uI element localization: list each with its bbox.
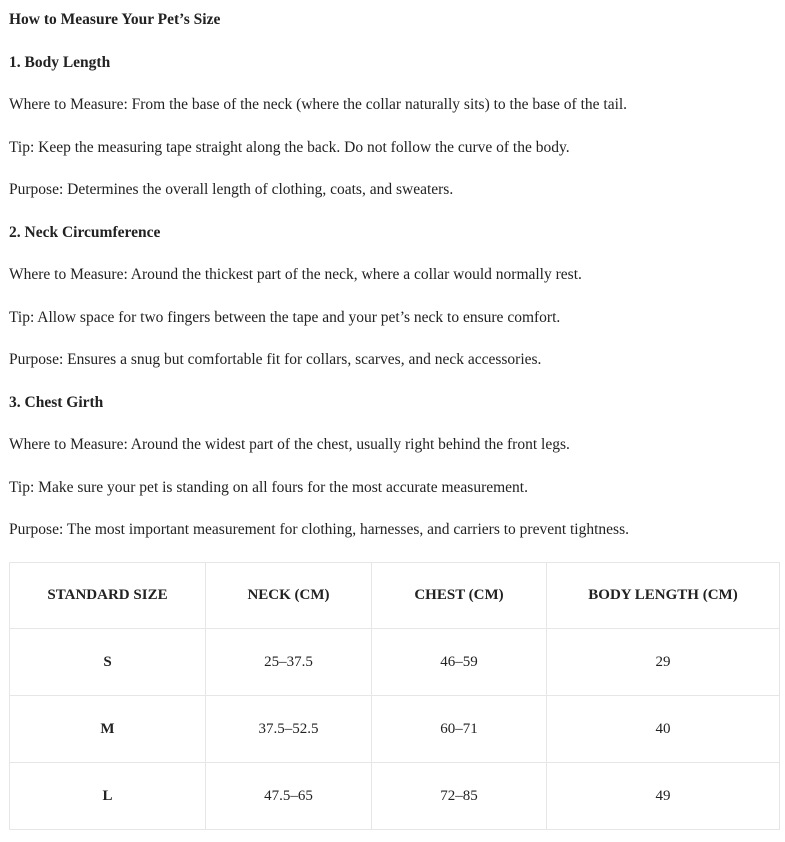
size-chart-table <box>9 562 780 830</box>
neck-cell: 47.5–65 <box>206 763 372 830</box>
neck-cell: 25–37.5 <box>206 629 372 696</box>
header-chest: CHEST (CM) <box>372 563 547 629</box>
table-row <box>10 763 780 830</box>
chest-cell: 72–85 <box>372 763 547 830</box>
chest-where: Where to Measure: Around the widest part of the chest, usually right behind the front legs. <box>9 436 570 453</box>
body-length-purpose: Purpose: Determines the overall length of clothing, coats, and sweaters. <box>9 181 454 198</box>
section-heading-neck: 2. Neck Circumference <box>9 224 161 241</box>
size-cell: S <box>10 629 206 696</box>
size-cell: L <box>10 763 206 830</box>
body-length-cell: 49 <box>547 763 780 830</box>
body-length-where: Where to Measure: From the base of the neck (where the collar naturally sits) to the base of the tail. <box>9 96 628 113</box>
header-standard-size: STANDARD SIZE <box>10 563 206 629</box>
header-neck: NECK (CM) <box>206 563 372 629</box>
neck-tip: Tip: Allow space for two fingers between the tape and your pet’s neck to ensure comfort. <box>9 309 561 326</box>
chest-tip: Tip: Make sure your pet is standing on all fours for the most accurate measurement. <box>9 479 528 496</box>
chest-cell: 46–59 <box>372 629 547 696</box>
header-body-length: BODY LENGTH (CM) <box>547 563 780 629</box>
table-row <box>10 696 780 763</box>
table-row <box>10 629 780 696</box>
neck-where: Where to Measure: Around the thickest part of the neck, where a collar would normally rest. <box>9 266 582 283</box>
page-title: How to Measure Your Pet’s Size <box>9 11 221 28</box>
body-length-tip: Tip: Keep the measuring tape straight along the back. Do not follow the curve of the body. <box>9 139 570 156</box>
chest-purpose: Purpose: The most important measurement for clothing, harnesses, and carriers to prevent tightness. <box>9 521 629 538</box>
chest-cell: 60–71 <box>372 696 547 763</box>
section-heading-body-length: 1. Body Length <box>9 54 111 71</box>
table-header-row <box>10 563 780 629</box>
body-length-cell: 40 <box>547 696 780 763</box>
body-length-cell: 29 <box>547 629 780 696</box>
neck-cell: 37.5–52.5 <box>206 696 372 763</box>
section-heading-chest: 3. Chest Girth <box>9 394 104 411</box>
size-cell: M <box>10 696 206 763</box>
neck-purpose: Purpose: Ensures a snug but comfortable fit for collars, scarves, and neck accessories. <box>9 351 542 368</box>
